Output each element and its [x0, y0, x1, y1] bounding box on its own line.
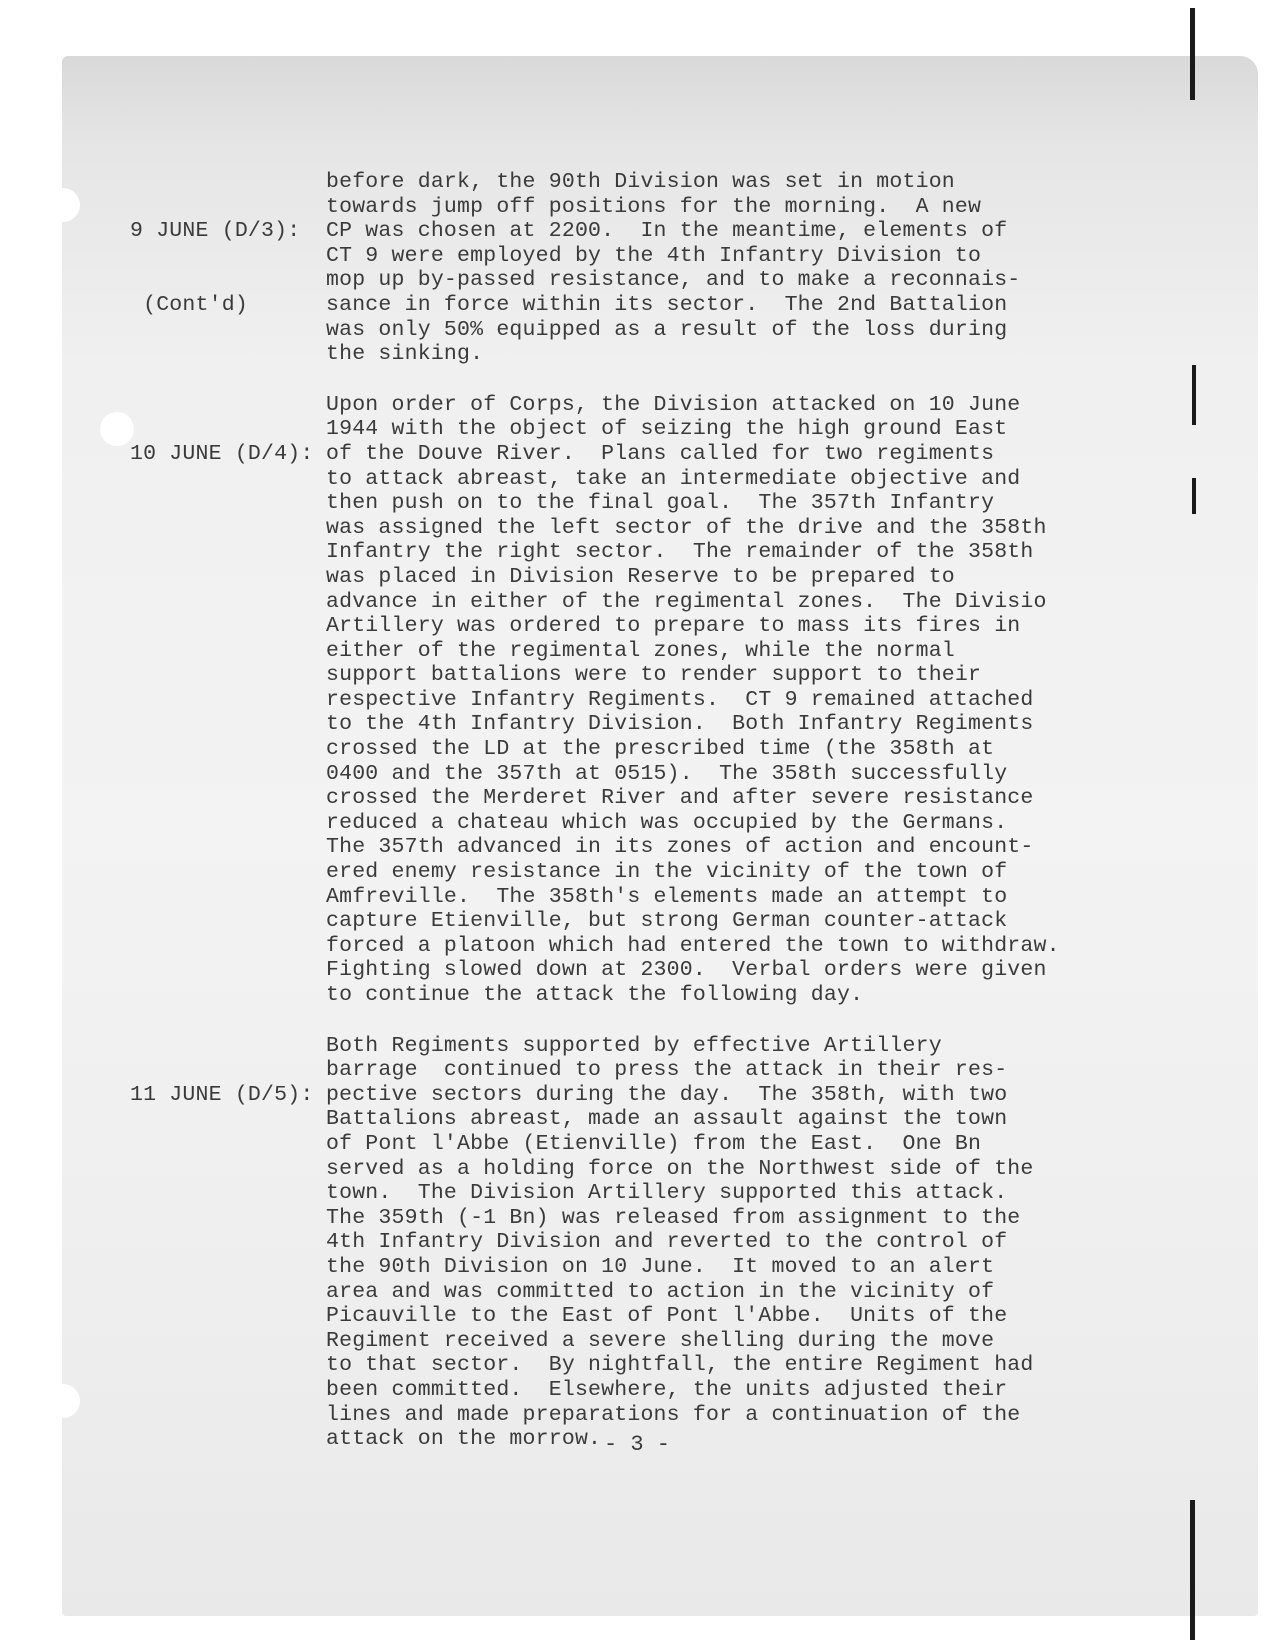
- text-line: served as a holding force on the Northwest side of the: [326, 1156, 1034, 1181]
- entry-text: [326, 1034, 1130, 1452]
- text-line: Infantry the right sector. The remainder of the 358th: [326, 540, 1034, 565]
- text-line: pective sectors during the day. The 358th, with two: [326, 1082, 1008, 1107]
- text-line: 0400 and the 357th at 0515). The 358th successfully: [326, 761, 1008, 786]
- text-line: 4th Infantry Division and reverted to the control of: [326, 1230, 1008, 1255]
- text-line: Amfreville. The 358th's elements made an attempt to: [326, 884, 1008, 909]
- text-line: to attack abreast, take an intermediate objective and: [326, 466, 1021, 491]
- text-line: crossed the LD at the prescribed time (the 358th at: [326, 737, 995, 762]
- text-line: Upon order of Corps, the Division attacked on 10 June: [326, 392, 1021, 417]
- text-line: CP was chosen at 2200. In the meantime, elements of: [326, 219, 1008, 244]
- text-line: crossed the Merderet River and after severe resistance: [326, 786, 1034, 811]
- page-number: - 3 -: [603, 1432, 670, 1457]
- text-line: the sinking.: [326, 342, 484, 367]
- text-line: Picauville to the East of Pont l'Abbe. Units of the: [326, 1304, 1008, 1329]
- date-line-continued: (Cont'd): [130, 292, 248, 317]
- text-line: capture Etienville, but strong German counter-attack: [326, 909, 1008, 934]
- text-line: Fighting slowed down at 2300. Verbal orders were given: [326, 958, 1047, 983]
- text-line: Both Regiments supported by effective Artillery: [326, 1033, 942, 1058]
- text-line: been committed. Elsewhere, the units adjusted their: [326, 1377, 1008, 1402]
- entry-text: [326, 170, 1130, 367]
- text-line: support battalions were to render support to their: [326, 663, 982, 688]
- text-line: of Pont l'Abbe (Etienville) from the East. One Bn: [326, 1131, 982, 1156]
- punch-hole-lower: [46, 1384, 80, 1418]
- text-line: of the Douve River. Plans called for two regiments: [326, 441, 995, 466]
- date-line: 10 JUNE (D/4):: [130, 441, 314, 466]
- entry-11-june: [130, 1034, 1130, 1452]
- right-edge-mark-bottom: [1190, 1500, 1195, 1640]
- text-line: then push on to the final goal. The 357th Infantry: [326, 491, 995, 516]
- text-line: respective Infantry Regiments. CT 9 remained attached: [326, 687, 1034, 712]
- text-line: ered enemy resistance in the vicinity of the town of: [326, 860, 1008, 885]
- text-line: advance in either of the regimental zones. The Divisio: [326, 589, 1047, 614]
- entry-date: [130, 393, 326, 1008]
- text-line: sance in force within its sector. The 2nd Battalion: [326, 292, 1008, 317]
- punch-hole-middle: [100, 412, 134, 446]
- text-line: town. The Division Artillery supported this attack.: [326, 1181, 1008, 1206]
- punch-hole-top: [46, 188, 80, 222]
- text-line: before dark, the 90th Division was set in motion: [326, 170, 955, 194]
- text-line: lines and made preparations for a continuation of the: [326, 1402, 1021, 1427]
- text-line: The 359th (-1 Bn) was released from assignment to the: [326, 1205, 1021, 1230]
- text-line: mop up by-passed resistance, and to make a reconnais-: [326, 268, 1021, 293]
- text-line: CT 9 were employed by the 4th Infantry Division to: [326, 243, 982, 268]
- text-line: attack on the morrow.: [326, 1427, 602, 1452]
- date-line: 11 JUNE (D/5):: [130, 1082, 314, 1107]
- text-line: the 90th Division on 10 June. It moved to an alert: [326, 1254, 995, 1279]
- text-line: The 357th advanced in its zones of action and encount-: [326, 835, 1034, 860]
- text-line: Battalions abreast, made an assault against the town: [326, 1107, 1008, 1132]
- text-line: area and was committed to action in the vicinity of: [326, 1279, 995, 1304]
- text-line: to that sector. By nightfall, the entire Regiment had: [326, 1353, 1034, 1378]
- entry-9-june: [130, 170, 1130, 367]
- right-edge-mark-middle: [1192, 365, 1196, 425]
- text-line: forced a platoon which had entered the town to withdraw.: [326, 933, 1060, 958]
- entry-date: [130, 170, 326, 367]
- text-line: either of the regimental zones, while the normal: [326, 638, 955, 663]
- text-line: to continue the attack the following day.: [326, 983, 864, 1007]
- entry-text: [326, 393, 1130, 1008]
- date-line: 9 JUNE (D/3):: [130, 219, 301, 244]
- text-line: 1944 with the object of seizing the high ground East: [326, 417, 1008, 442]
- diary-entries: [130, 170, 1130, 1452]
- text-line: Artillery was ordered to prepare to mass its fires in: [326, 614, 1021, 639]
- text-line: towards jump off positions for the morning. A new: [326, 194, 982, 219]
- text-line: to the 4th Infantry Division. Both Infantry Regiments: [326, 712, 1034, 737]
- right-edge-mark-top: [1190, 8, 1195, 100]
- text-line: was only 50% equipped as a result of the loss during: [326, 317, 1008, 342]
- text-line: Regiment received a severe shelling during the move: [326, 1328, 995, 1353]
- text-line: was assigned the left sector of the drive and the 358th: [326, 515, 1047, 540]
- entry-date: [130, 1034, 326, 1452]
- entry-10-june: [130, 393, 1130, 1008]
- text-line: barrage continued to press the attack in their res-: [326, 1058, 1008, 1083]
- text-line: was placed in Division Reserve to be prepared to: [326, 564, 955, 589]
- text-line: reduced a chateau which was occupied by the Germans.: [326, 810, 1008, 835]
- right-edge-mark-lower: [1192, 478, 1196, 514]
